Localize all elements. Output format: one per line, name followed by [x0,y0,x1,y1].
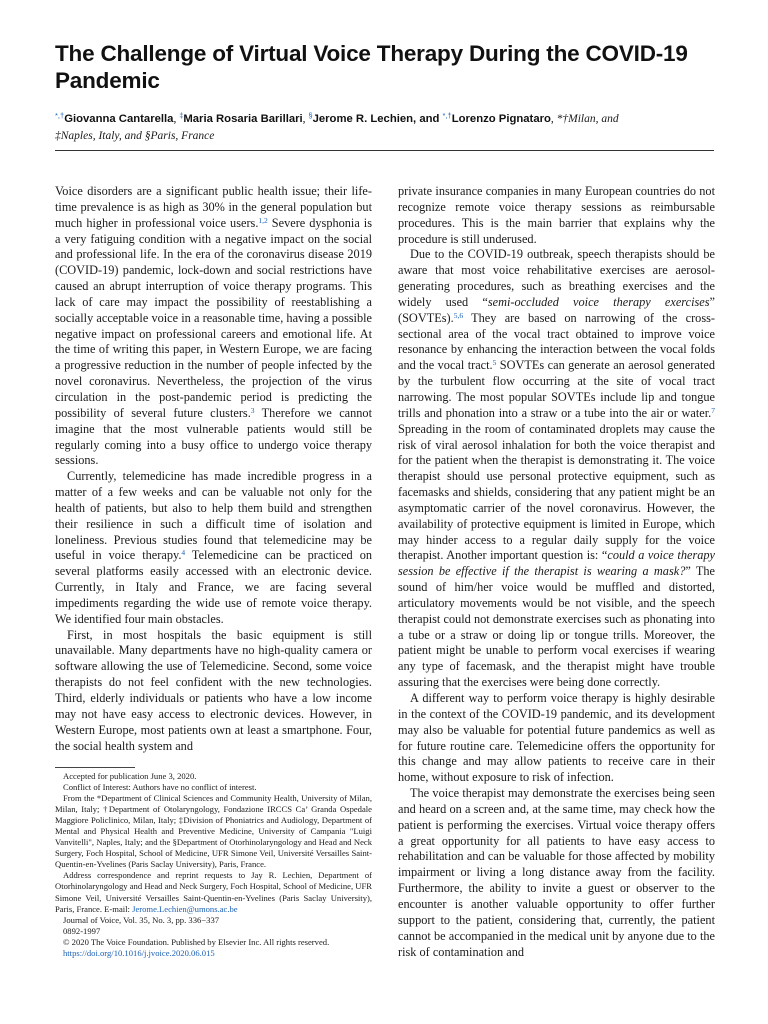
footnote-copyright: © 2020 The Voice Foundation. Published by Elsevier Inc. All rights reserved. [63,936,330,947]
text-run: They are based on narrowing of the cross-sectional area of the vocal tract obtained to improve voice resonance by enhancing the interaction between the vocal folds and the vocal tract. [398,310,715,373]
text-run: Voice disorders are a significant public health issue; their life-time prevalence is as high as 30% in the general population but much higher in professional voice users. [55,184,372,230]
text-run: SOVTEs can generate an aerosol generated by the turbulent flow occurring at the site of vocal tract narrowing. The most popular SOVTEs include lip and tongue trills and phonation into a straw or a tube into the air or water. [398,358,715,420]
citation-ref[interactable]: 1,2 [258,215,268,225]
footnote-affiliations: From the *Department of Clinical Sciences and Community Health, University of Milan, Milan, Italy; †Department of Otolaryngology, Fondazione IRCCS Ca’ Granda Ospedale Maggiore Policlinico, Milan, Italy; ‡Division of Phoniatrics and Audiology, Department of Mental and Physical Health and Preventive Medicine, University of Campania "Luigi Vanvitelli", Naples, Italy; and the §Department of Otorhinolaryngology and Head and Neck Surgery, Foch Hospital, School of Medicine, UFR Simone Veil, Université Versailles Saint-Quentin-en-Yvelines (Paris Saclay University), Paris, France. [55,793,372,870]
author-separator: , [302,113,309,125]
citation-ref[interactable]: 7 [711,405,715,415]
footnote-journal: Journal of Voice, Vol. 35, No. 3, pp. 336−337 [63,914,220,925]
author-name[interactable]: Maria Rosaria Barillari [183,113,303,125]
author-separator: , and [413,113,443,125]
text-run: Address correspondence and reprint requests to Jay R. Lechien, Department of Otorhinolaryngology and Head and Neck Surgery, Foch Hospital, School of Medicine, UFR Simone Veil, Université Versailles Saint-Quentin-en-Yvelines (Paris Saclay University), Paris, France. E-mail: [55,870,372,914]
citation-ref[interactable]: 5,6 [453,310,464,320]
author-line [55,111,735,128]
paragraph: A different way to perform voice therapy is highly desirable in the context of the COVID-19 pandemic, and its development may also be valuable for potential future pandemics as well as for future routine care. Telemedicine offers the opportunity for this change and may allow patients to receive care in their home, without exposure to risk of infection. [398,691,715,785]
author-marks: *,† [55,111,65,120]
author-marks: § [308,111,313,120]
text-run: Spreading in the room of contaminated droplets may cause the risk of viral aerosol inhalation for both the voice therapist and for the patient when the therapist is demonstrating it. The voice therapist should use personal protective equipment, such as facemasks and shields, considering that any patient might be an asymptomatic carrier of the novel coronavirus. However, the availability of protective equipment is limited in Europe, which may hinder access to a regular daily supply for the voice therapist. Another important question is: “ [398,421,715,563]
paragraph: The voice therapist may demonstrate the exercises being seen and heard on a screen and, at the same time, may check how the patient is performing the exercises. Virtual voice therapy offers a great opportunity for all patients to have easy access to rehabilitation and can be valuable for those affected by mobility impairment or living a long distance away from the facility. Furthermore, the ability to invite a guest or observer to the encounter is another valuable opportunity to offer further support to the patient, considering that, currently, the patient cannot be accompanied in the medical unit by anyone due to the risk of contamination and [398,786,715,959]
citation-ref[interactable]: 5 [492,358,497,368]
body-column-left [55,184,372,754]
email-link[interactable]: Jerome.Lechien@umons.ac.be [132,903,238,914]
text-run: ” (SOVTEs). [398,294,715,325]
paragraph: private insurance companies in many European countries do not recognize remote voice therapy sessions as reimbursable procedures. This is the main barrier that explains why the procedure is still underused. [398,184,715,246]
affiliation-marks: *†Milan, and [556,113,619,125]
author-separator: , [173,113,180,125]
affiliation-line: ‡Naples, Italy, and §Paris, France [55,130,215,142]
footnote-correspondence [55,870,372,914]
text-run: Telemedicine can be practiced on several platforms easily accessed with an electronic device. Currently, in Italy and France, we are facing several impediments regarding the wide use of remote voice therapy. We identified four main obstacles. [55,548,372,626]
article-title: The Challenge of Virtual Voice Therapy During the COVID-19 Pandemic [55,41,688,93]
footnote-issn: 0892-1997 [63,925,101,936]
footnote-accepted: Accepted for publication June 3, 2020. [63,771,197,781]
citation-ref[interactable]: 4 [181,548,186,558]
author-marks: *,† [442,111,452,120]
paragraph: First, in most hospitals the basic equipment is still unavailable. Many departments have no high-quality camera or software allowing the use of Telemedicine. Second, some voice therapists do not feel confident with the new technologies. Third, elderly individuals or patients who have a low income may not have easy access to electronic devices. However, in Western Europe, most patients own at least a smartphone. Four, the social health system and [55,627,372,753]
italic-run: semi-occluded voice therapy exercises [487,294,710,309]
doi-link[interactable]: https://doi.org/10.1016/j.jvoice.2020.06.015 [63,947,215,958]
title-divider [55,150,714,151]
italic-run: could a voice therapy session be effective if the therapist is wearing a mask? [398,548,715,579]
text-run: Currently, telemedicine has made incredible progress in a matter of a few weeks and can be valuable not only for the health of patients, but also to help them build and strengthen their resilience in such a difficult time of isolation and loneliness. Previous studies found that telemedicine may be useful in voice therapy. [55,469,372,563]
text-run: Therefore we cannot imagine that the most vulnerable patients would still be regularly coming into a busy office to undergo voice therapy sessions. [55,405,372,468]
author-name[interactable]: Lorenzo Pignataro [451,113,551,125]
footnotes [55,771,372,959]
author-name[interactable]: Giovanna Cantarella [64,113,174,125]
footnote-conflict: Conflict of Interest: Authors have no conflict of interest. [63,782,257,793]
author-marks: ‡ [179,111,184,120]
text-run: Severe dysphonia is a very fatiguing condition with a negative impact on the social and professional life. In the era of the coronavirus disease 2019 (COVID-19) pandemic, lock-down and social restrictions have caused an abrupt interruption of voice therapy programs. This lack of care may impact the possibility of reestablishing a socially acceptable voice in a reasonable time, having a possible negative impact on professional careers and emotional life. At the time of writing this paper, in Western Europe, we are facing a progressive reduction in the number of people infected by the novel coronavirus. Nevertheless, the projection of the virus circulation in the post-pandemic period is predicting the possibility of several future clusters. [55,215,373,420]
text-run: Due to the COVID-19 outbreak, speech therapists should be aware that most voice rehabilitative exercises are aerosol-generating procedures, such as breathing exercises and the widely used “ [398,247,715,309]
paragraph [398,247,715,691]
author-separator: , [550,113,557,125]
footnote-divider [55,767,135,768]
text-run: ” The sound of him/her voice would be muffled and distorted, articulatory movements would be not visible, and the speech therapist could not demonstrate exercises such as phonating into a tube or a straw or doing lip or tongue trills. Moreover, the patient might be unable to perform vocal exercises if wearing any type of facemask, and the therapist might have trouble assuring that the exercises were being done correctly. [398,564,715,690]
paragraph [55,469,372,627]
citation-ref[interactable]: 3 [250,405,255,415]
author-name[interactable]: Jerome R. Lechien [312,113,414,125]
body-column-right [398,184,715,960]
author-list [55,111,735,145]
paragraph [55,184,372,469]
